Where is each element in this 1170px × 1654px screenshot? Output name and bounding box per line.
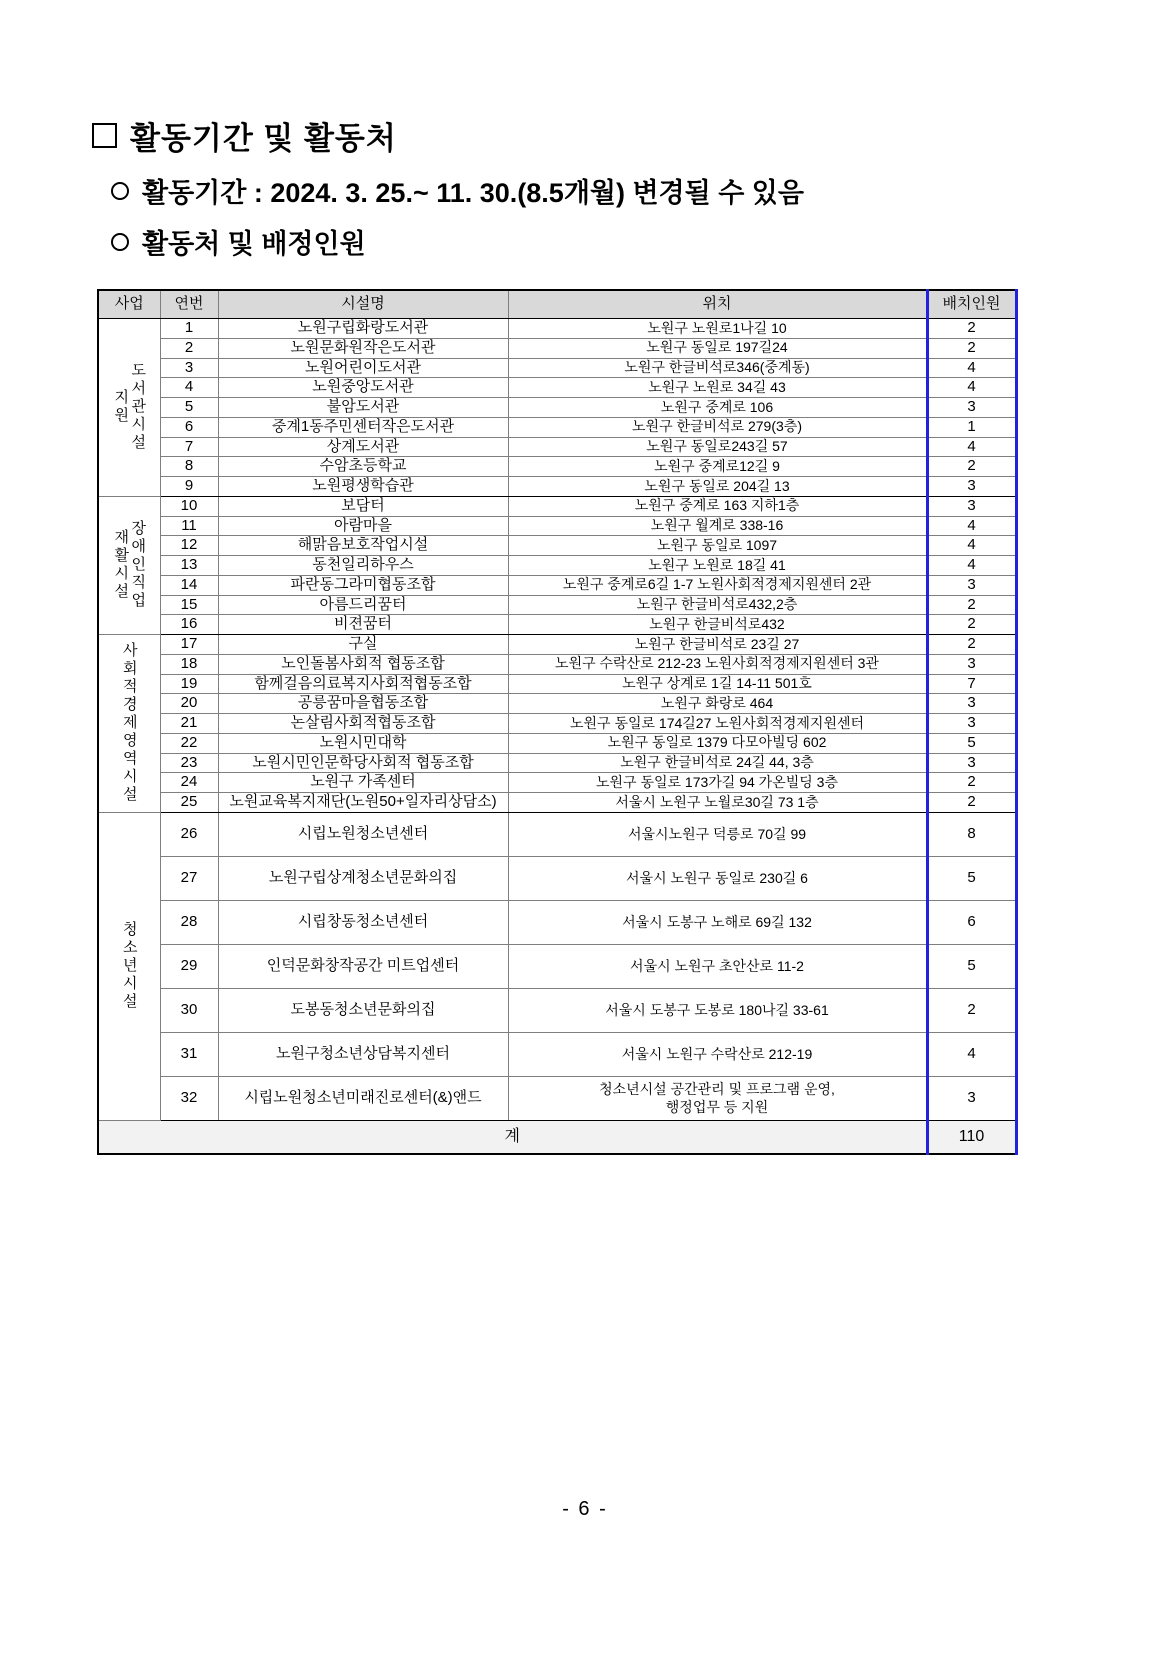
table-row	[98, 714, 1016, 734]
table-row	[98, 753, 1016, 773]
cell-facility-name: 중계1동주민센터작은도서관	[218, 417, 508, 437]
cell-headcount: 7	[927, 674, 1016, 694]
cell-facility-name: 노원구 가족센터	[218, 773, 508, 793]
cell-location: 노원구 한글비석로432	[508, 615, 927, 635]
table-row	[98, 437, 1016, 457]
cell-location: 노원구 동일로 1097	[508, 536, 927, 556]
cell-location: 노원구 노원로 18길 41	[508, 556, 927, 576]
cell-facility-name: 동천일리하우스	[218, 556, 508, 576]
cell-headcount: 2	[927, 793, 1016, 813]
cell-seq: 10	[160, 496, 218, 516]
cell-seq: 1	[160, 319, 218, 339]
column-header-seq: 연번	[160, 290, 218, 319]
table-row	[98, 615, 1016, 635]
cell-location: 노원구 한글비석로432,2층	[508, 595, 927, 615]
table-row	[98, 398, 1016, 418]
cell-headcount: 3	[927, 575, 1016, 595]
cell-seq: 6	[160, 417, 218, 437]
cell-seq: 31	[160, 1032, 218, 1076]
cell-seq: 3	[160, 358, 218, 378]
table-row	[98, 319, 1016, 339]
total-label: 계	[98, 1120, 927, 1154]
cell-seq: 23	[160, 753, 218, 773]
cell-headcount: 4	[927, 556, 1016, 576]
group-label-text: 장애인직업	[129, 520, 147, 611]
cell-seq: 22	[160, 733, 218, 753]
cell-seq: 9	[160, 477, 218, 497]
cell-headcount: 6	[927, 900, 1016, 944]
cell-headcount: 2	[927, 319, 1016, 339]
cell-facility-name: 인덕문화창작공간 미트업센터	[218, 944, 508, 988]
cell-facility-name: 노원시민대학	[218, 733, 508, 753]
table-row	[98, 575, 1016, 595]
cell-seq: 26	[160, 812, 218, 856]
cell-location: 노원구 상계로 1길 14-11 501호	[508, 674, 927, 694]
table-row	[98, 654, 1016, 674]
table-foot	[98, 1120, 1016, 1154]
table-row	[98, 556, 1016, 576]
cell-seq: 24	[160, 773, 218, 793]
cell-headcount: 2	[927, 457, 1016, 477]
cell-facility-name: 상계도서관	[218, 437, 508, 457]
cell-headcount: 2	[927, 773, 1016, 793]
cell-location: 노원구 동일로 173가길 94 가온빌딩 3층	[508, 773, 927, 793]
bullet-period-text: 활동기간 : 2024. 3. 25.~ 11. 30.(8.5개월) 변경될 수 있음	[142, 177, 804, 208]
cell-facility-name: 아름드리꿈터	[218, 595, 508, 615]
cell-location: 청소년시설 공간관리 및 프로그램 운영, 행정업무 등 지원	[508, 1076, 927, 1120]
cell-headcount: 2	[927, 635, 1016, 655]
total-headcount: 110	[927, 1120, 1016, 1154]
cell-headcount: 3	[927, 654, 1016, 674]
cell-headcount: 3	[927, 714, 1016, 734]
group-label-cell	[98, 496, 160, 634]
heading-block	[92, 118, 1092, 262]
cell-seq: 19	[160, 674, 218, 694]
cell-facility-name: 시립노원청소년미래진로센터(&)앤드	[218, 1076, 508, 1120]
cell-facility-name: 노인돌봄사회적 협동조합	[218, 654, 508, 674]
cell-facility-name: 노원평생학습관	[218, 477, 508, 497]
cell-headcount: 3	[927, 477, 1016, 497]
bullet-item-period	[92, 176, 1092, 211]
table-row	[98, 1076, 1016, 1120]
cell-headcount: 5	[927, 733, 1016, 753]
cell-facility-name: 노원구립상계청소년문화의집	[218, 856, 508, 900]
cell-facility-name: 구실	[218, 635, 508, 655]
group-label-cell	[98, 635, 160, 813]
cell-facility-name: 논살림사회적협동조합	[218, 714, 508, 734]
cell-headcount: 5	[927, 944, 1016, 988]
cell-facility-name: 도봉동청소년문화의집	[218, 988, 508, 1032]
cell-location: 노원구 한글비석로 279(3층)	[508, 417, 927, 437]
cell-seq: 17	[160, 635, 218, 655]
cell-headcount: 2	[927, 595, 1016, 615]
cell-facility-name: 비젼꿈터	[218, 615, 508, 635]
cell-location: 노원구 동일로 174길27 노원사회적경제지원센터	[508, 714, 927, 734]
section-title-text: 활동기간 및 활동처	[130, 121, 397, 156]
table-row	[98, 1032, 1016, 1076]
cell-location: 노원구 노원로 34길 43	[508, 378, 927, 398]
cell-location: 노원구 한글비석로 23길 27	[508, 635, 927, 655]
table-head	[98, 290, 1016, 319]
cell-location: 노원구 화랑로 464	[508, 694, 927, 714]
cell-facility-name: 시립창동청소년센터	[218, 900, 508, 944]
table-row	[98, 812, 1016, 856]
table-row	[98, 457, 1016, 477]
cell-headcount: 4	[927, 1032, 1016, 1076]
cell-headcount: 4	[927, 516, 1016, 536]
bullet-sites-text: 활동처 및 배정인원	[142, 228, 366, 259]
group-label-text: 사회적경제영역시설	[120, 642, 138, 805]
cell-facility-name: 노원어린이도서관	[218, 358, 508, 378]
group-label-text: 지원	[112, 389, 130, 426]
cell-headcount: 2	[927, 338, 1016, 358]
cell-location: 서울시 노원구 노월로30길 73 1층	[508, 793, 927, 813]
table-header-row	[98, 290, 1016, 319]
table-row	[98, 477, 1016, 497]
cell-headcount: 8	[927, 812, 1016, 856]
cell-location: 서울시 노원구 초안산로 11-2	[508, 944, 927, 988]
cell-location: 노원구 중계로6길 1-7 노원사회적경제지원센터 2관	[508, 575, 927, 595]
table-row	[98, 496, 1016, 516]
table-row	[98, 674, 1016, 694]
cell-location: 서울시 도봉구 노해로 69길 132	[508, 900, 927, 944]
cell-facility-name: 파란동그라미협동조합	[218, 575, 508, 595]
table-row	[98, 793, 1016, 813]
cell-seq: 4	[160, 378, 218, 398]
cell-seq: 5	[160, 398, 218, 418]
table-row	[98, 773, 1016, 793]
group-label-cell	[98, 812, 160, 1120]
cell-seq: 27	[160, 856, 218, 900]
cell-headcount: 3	[927, 1076, 1016, 1120]
cell-facility-name: 시립노원청소년센터	[218, 812, 508, 856]
cell-location: 서울시 노원구 수락산로 212-19	[508, 1032, 927, 1076]
table-row	[98, 536, 1016, 556]
cell-facility-name: 해맑음보호작업시설	[218, 536, 508, 556]
cell-seq: 14	[160, 575, 218, 595]
cell-headcount: 2	[927, 615, 1016, 635]
table-row	[98, 417, 1016, 437]
total-row	[98, 1120, 1016, 1154]
cell-location: 노원구 중계로 106	[508, 398, 927, 418]
table-row	[98, 733, 1016, 753]
table-row	[98, 635, 1016, 655]
cell-facility-name: 아람마을	[218, 516, 508, 536]
cell-facility-name: 노원교육복지재단(노원50+일자리상담소)	[218, 793, 508, 813]
cell-headcount: 3	[927, 496, 1016, 516]
cell-location: 서울시노원구 덕릉로 70길 99	[508, 812, 927, 856]
table-row	[98, 358, 1016, 378]
cell-location: 서울시 노원구 동일로 230길 6	[508, 856, 927, 900]
table-row	[98, 338, 1016, 358]
table-row	[98, 988, 1016, 1032]
cell-headcount: 3	[927, 753, 1016, 773]
cell-seq: 2	[160, 338, 218, 358]
cell-seq: 21	[160, 714, 218, 734]
cell-location: 노원구 동일로 197길24	[508, 338, 927, 358]
table-row	[98, 378, 1016, 398]
column-header-headcount: 배치인원	[927, 290, 1016, 319]
circle-bullet-icon	[111, 233, 129, 251]
cell-seq: 15	[160, 595, 218, 615]
cell-headcount: 4	[927, 378, 1016, 398]
table-row	[98, 516, 1016, 536]
cell-seq: 28	[160, 900, 218, 944]
table-row	[98, 944, 1016, 988]
circle-bullet-icon	[111, 182, 129, 200]
page-number: - 6 -	[562, 1498, 608, 1520]
cell-facility-name: 불암도서관	[218, 398, 508, 418]
cell-location: 노원구 동일로 1379 다모아빌딩 602	[508, 733, 927, 753]
column-header-facility: 시설명	[218, 290, 508, 319]
cell-headcount: 3	[927, 694, 1016, 714]
column-header-business: 사업	[98, 290, 160, 319]
cell-location: 노원구 한글비석로346(중계동)	[508, 358, 927, 378]
bullet-item-sites	[92, 227, 1092, 262]
cell-headcount: 5	[927, 856, 1016, 900]
cell-seq: 25	[160, 793, 218, 813]
allocation-table	[97, 289, 1018, 1155]
cell-facility-name: 노원시민인문학당사회적 협동조합	[218, 753, 508, 773]
cell-seq: 13	[160, 556, 218, 576]
cell-location: 노원구 수락산로 212-23 노원사회적경제지원센터 3관	[508, 654, 927, 674]
cell-location: 노원구 중계로12길 9	[508, 457, 927, 477]
cell-location: 노원구 한글비석로 24길 44, 3층	[508, 753, 927, 773]
cell-facility-name: 함께걸음의료복지사회적협동조합	[218, 674, 508, 694]
cell-seq: 20	[160, 694, 218, 714]
column-header-location: 위치	[508, 290, 927, 319]
table-body	[98, 319, 1016, 1121]
cell-location: 노원구 중계로 163 지하1층	[508, 496, 927, 516]
group-label-text: 도서관시설	[129, 362, 147, 453]
cell-seq: 12	[160, 536, 218, 556]
group-label-cell	[98, 319, 160, 497]
cell-headcount: 2	[927, 988, 1016, 1032]
table-row	[98, 856, 1016, 900]
cell-facility-name: 노원문화원작은도서관	[218, 338, 508, 358]
cell-facility-name: 노원구립화랑도서관	[218, 319, 508, 339]
cell-headcount: 1	[927, 417, 1016, 437]
cell-seq: 30	[160, 988, 218, 1032]
group-label-text: 청소년시설	[120, 921, 138, 1012]
cell-seq: 18	[160, 654, 218, 674]
cell-seq: 32	[160, 1076, 218, 1120]
cell-facility-name: 수암초등학교	[218, 457, 508, 477]
cell-seq: 8	[160, 457, 218, 477]
square-bullet-icon	[92, 123, 117, 148]
cell-location: 노원구 노원로1나길 10	[508, 319, 927, 339]
table-row	[98, 900, 1016, 944]
cell-seq: 7	[160, 437, 218, 457]
cell-headcount: 4	[927, 536, 1016, 556]
cell-seq: 29	[160, 944, 218, 988]
group-label-text: 재활시설	[112, 529, 130, 602]
cell-facility-name: 노원중앙도서관	[218, 378, 508, 398]
cell-seq: 11	[160, 516, 218, 536]
cell-location: 서울시 도봉구 도봉로 180나길 33-61	[508, 988, 927, 1032]
cell-facility-name: 노원구청소년상담복지센터	[218, 1032, 508, 1076]
table-row	[98, 595, 1016, 615]
table-row	[98, 694, 1016, 714]
allocation-table-wrapper	[97, 289, 1015, 1155]
cell-facility-name: 보담터	[218, 496, 508, 516]
cell-headcount: 4	[927, 437, 1016, 457]
cell-location: 노원구 동일로243길 57	[508, 437, 927, 457]
cell-seq: 16	[160, 615, 218, 635]
cell-location: 노원구 동일로 204길 13	[508, 477, 927, 497]
cell-location: 노원구 월계로 338-16	[508, 516, 927, 536]
cell-headcount: 3	[927, 398, 1016, 418]
cell-headcount: 4	[927, 358, 1016, 378]
cell-facility-name: 공릉꿈마을협동조합	[218, 694, 508, 714]
section-title	[92, 118, 1092, 160]
